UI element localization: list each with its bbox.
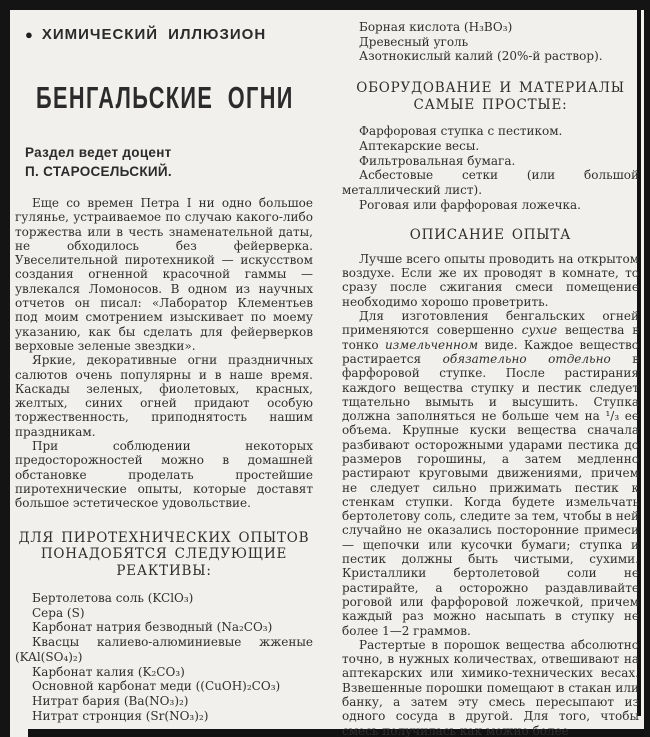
list-item: Борная кислота (H₃BO₃) — [359, 20, 513, 34]
list-item: Фильтровальная бумага. — [359, 153, 516, 168]
equipment-heading — [342, 80, 639, 113]
intro-paragraph-3: При соблюдении некоторых предосторожностей можно в домашней обстановке проделать простейшие пиротехнические опыты, которые доставят большое эстетическое удовольствие. — [15, 439, 313, 511]
text-segment: Для изготовления бенгальских огней применяются совершенно — [342, 309, 639, 338]
right-column — [342, 20, 639, 737]
list-item: Нитрат бария (Ba(NO₃)₂) — [32, 693, 189, 708]
description-paragraph-2 — [342, 309, 639, 638]
reagents-heading — [15, 530, 313, 580]
description-paragraph-1: Лучше всего опыты проводить на открытом воздухе. Если же их проводят в комнате, то сразу после сжигания смеси помещение необходимо хорошо проветрить. — [342, 251, 639, 309]
reagents-list-continued — [342, 20, 639, 64]
list-item: Аптекарские весы. — [359, 138, 480, 153]
reagents-heading-line3: РЕАКТИВЫ: — [116, 562, 212, 579]
list-item: Нитрат стронция (Sr(NO₃)₂) — [32, 708, 209, 723]
intro-paragraph-1: Еще со времен Петра I ни одно большое гулянье, устраиваемое по случаю какого-либо торжества или в честь знаменательной даты, не обходилось без фейерверка. Увеселительной пиротехникой — искусством создания огненной красочной гаммы — увлекался Ломоносов. В одном из научных отчетов он писал: «Лаборатор Клементьев под моим смотрением изыскивает по моему указанию, как бы сделать для фейерверков верховые зеленые звездки». — [15, 196, 313, 353]
reagents-list — [15, 591, 313, 723]
byline — [25, 143, 172, 181]
list-item: Роговая или фарфоровая ложечка. — [359, 197, 581, 212]
reagents-heading-line2: ПОНАДОБЯТСЯ СЛЕДУЮЩИЕ — [40, 546, 288, 563]
intro-paragraph-2: Яркие, декоративные огни праздничных салютов очень популярны и в наше время. Каскады зеленых, фиолетовых, красных, желтых, синих огней придают особую торжественность, приподнятость нашим праздникам. — [15, 353, 313, 439]
list-item: Карбонат калия (K₂CO₃) — [32, 664, 185, 679]
description-paragraph-3: Растертые в порошок вещества абсолютно точно, в нужных количествах, отвешивают на аптекарских или химико-технических весах. Взвешенные порошки помещают в стакан или банку, а затем эту смесь пересыпают из одного сосуда в другой. Для того, чтобы смесь получилась как можно более — [342, 637, 639, 737]
equipment-heading-line2: САМЫЕ ПРОСТЫЕ: — [413, 96, 568, 113]
left-column — [15, 196, 313, 723]
section-masthead — [25, 26, 266, 43]
reagents-heading-line1: ДЛЯ ПИРОТЕХНИЧЕСКИХ ОПЫТОВ — [18, 529, 310, 546]
text-segment: в фарфоровой ступке. После растирания каждого вещества ступку и пестик следует тщательно вымыть и высушить. Ступка должна заполняться не больше чем на ¹/₃ ее объема. Крупные куски вещества сначала разбивают осторожными ударами пестика до размеров горошины, а затем медленно растирают круговыми движениями, причем не следует сильно прижимать пестик к стенкам ступки. Когда будете измельчать бертолетову соль, следите за тем, чтобы в ней случайно не оказались посторонние примеси — щепочки или кусочки бумаги; ступка и пестик должны быть чистыми, сухими. Кристаллики бертолетовой соли не растирайте, а осторожно раздавливайте роговой или фарфоровой ложечкой, причем каждый раз можно насыпать в ступку не более 1—2 граммов. — [342, 351, 639, 638]
text-segment: виде. Каждое вещество растирается — [342, 337, 639, 366]
list-item: Асбестовые сетки (или большой металлический лист). — [342, 168, 639, 197]
list-item: Сера (S) — [32, 605, 85, 620]
bullet-icon: ● — [25, 27, 33, 42]
equipment-list — [342, 124, 639, 212]
list-item: Квасцы калиево-алюминиевые жженые (KAl(SO₄)₂) — [15, 635, 313, 664]
emphasized-word: измельченном — [385, 337, 479, 352]
list-item: Древесный уголь — [359, 34, 469, 49]
list-item: Карбонат натрия безводный (Na₂CO₃) — [32, 620, 273, 635]
byline-role: Раздел ведет доцент — [25, 145, 172, 160]
text-segment: вещества в тонко — [342, 323, 639, 352]
description-heading: ОПИСАНИЕ ОПЫТА — [409, 227, 572, 244]
article-title: БЕНГАЛЬСКИЕ ОГНИ — [36, 80, 294, 115]
section-label: ХИМИЧЕСКИЙ ИЛЛЮЗИОН — [41, 26, 267, 43]
emphasized-word: обязательно отдельно — [442, 351, 611, 366]
emphasized-word: сухие — [521, 323, 558, 338]
list-item: Бертолетова соль (KClO₃) — [32, 591, 194, 606]
list-item: Азотнокислый калий (20%-й раствор). — [359, 49, 603, 64]
page-surface — [10, 10, 644, 737]
list-item: Основной карбонат меди ((CuOH)₂CO₃) — [32, 679, 281, 694]
list-item: Фарфоровая ступка с пестиком. — [359, 124, 563, 139]
equipment-heading-line1: ОБОРУДОВАНИЕ И МАТЕРИАЛЫ — [356, 80, 625, 97]
byline-author: П. СТАРОСЕЛЬСКИЙ. — [25, 164, 172, 179]
